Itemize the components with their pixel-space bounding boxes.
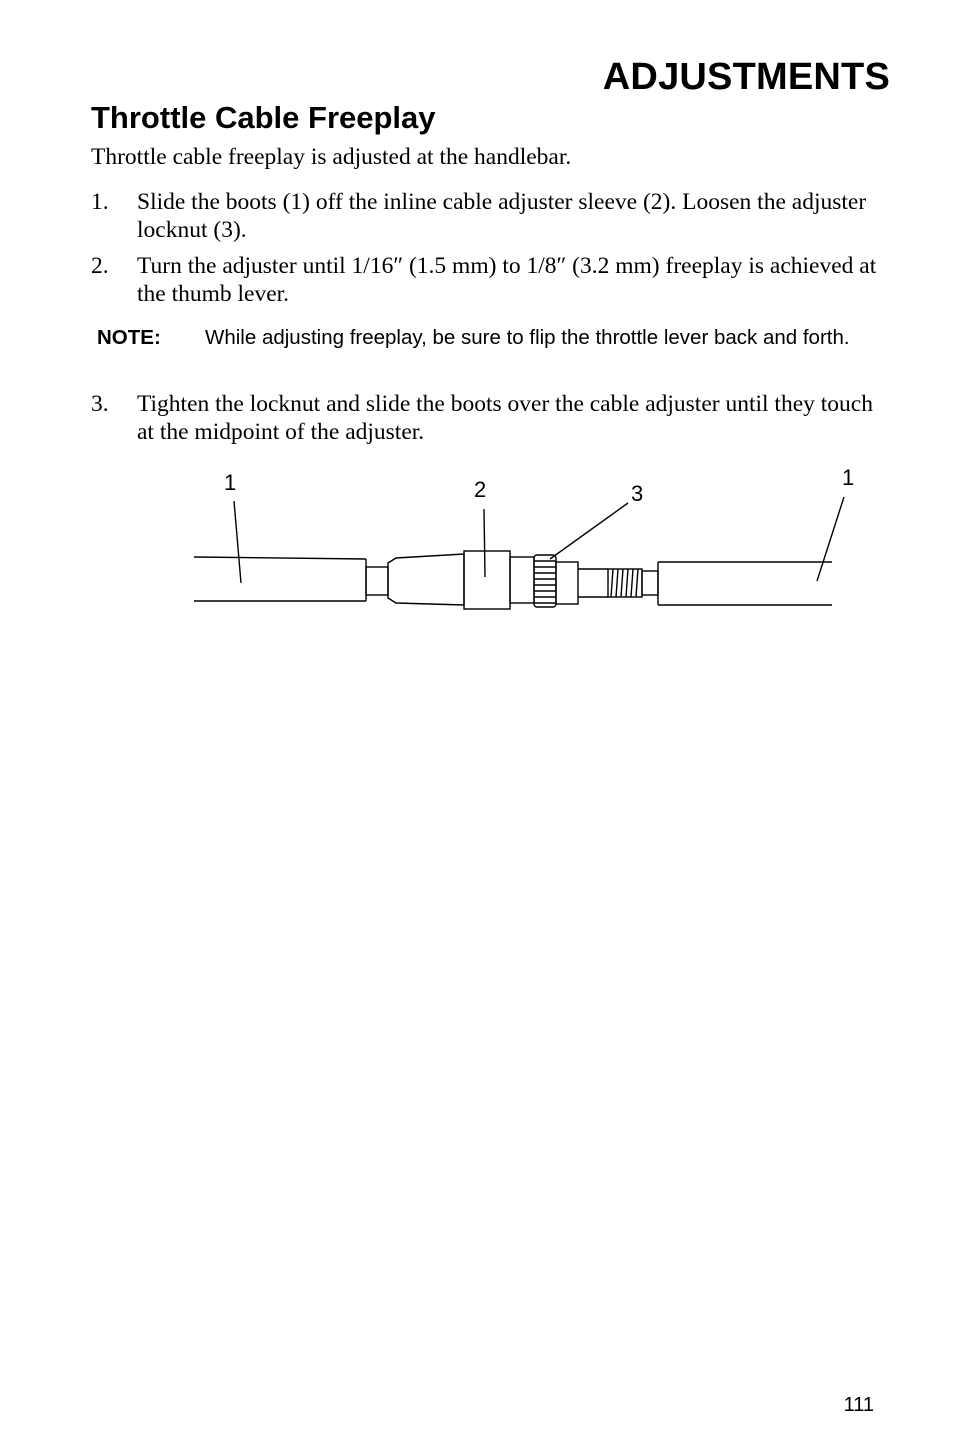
note: [97, 326, 897, 350]
intro-paragraph: Throttle cable freeplay is adjusted at the handlebar.: [91, 144, 572, 170]
step-text: Turn the adjuster until 1/16″ (1.5 mm) to 1/8″ (3.2 mm) freeplay is achieved at the thumb lever.: [137, 253, 877, 307]
note-label: NOTE:: [97, 326, 161, 349]
adjuster-threads: [608, 569, 642, 597]
leader-line-boot-left: [234, 501, 241, 583]
step-number: 3.: [91, 391, 109, 417]
adjuster-body: [556, 562, 578, 604]
cable-adjuster-figure: [180, 455, 855, 630]
cable-adjuster-diagram: [180, 455, 855, 625]
step-text: Slide the boots (1) off the inline cable adjuster sleeve (2). Loosen the adjuster locknut (3).: [137, 189, 867, 243]
callout-boot-right: 1: [842, 465, 855, 490]
leader-line-boot-right: [817, 497, 844, 581]
right-boot-illustration: [658, 562, 832, 605]
sleeve-band: [464, 551, 510, 609]
step-number: 1.: [91, 189, 109, 215]
left-boot-illustration: [194, 557, 366, 601]
left-cable-stub: [366, 567, 388, 595]
sleeve-end: [510, 557, 534, 603]
callout-locknut: 3: [631, 481, 644, 506]
page-number: 111: [843, 1394, 874, 1416]
sleeve-body: [388, 554, 464, 605]
leader-line-locknut: [550, 503, 628, 559]
step-text: Tighten the locknut and slide the boots over the cable adjuster until they touch at the midpoint of the adjuster.: [137, 391, 873, 445]
callout-sleeve: 2: [474, 477, 487, 502]
step-1: [91, 188, 891, 244]
step-2: [91, 252, 891, 308]
right-cable-stub: [642, 571, 658, 595]
callout-boot-left: 1: [224, 470, 237, 495]
note-text: While adjusting freeplay, be sure to flip the throttle lever back and forth.: [205, 326, 850, 349]
chapter-title: ADJUSTMENTS: [602, 56, 890, 98]
step-number: 2.: [91, 253, 109, 279]
leader-line-sleeve: [484, 509, 485, 577]
locknut-illustration: [534, 555, 556, 607]
section-title: Throttle Cable Freeplay: [91, 100, 436, 135]
step-3: [91, 390, 891, 446]
